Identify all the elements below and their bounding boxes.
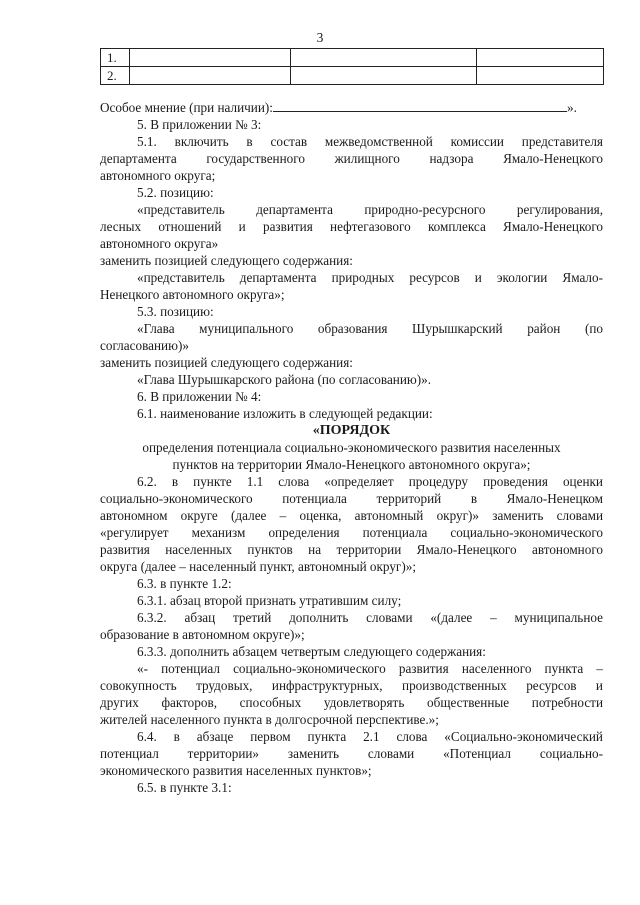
table-cell	[291, 49, 477, 67]
text-line: 6.2. в пункте 1.1 слова «определяет процедуру проведения оценки	[137, 474, 603, 489]
text-line: 5. В приложении № 3:	[137, 117, 262, 132]
text-line: 6. В приложении № 4:	[137, 389, 262, 404]
text-line: 5.1. включить в состав межведомственной комиссии представителя	[137, 134, 603, 149]
text-line: «- потенциал социально-экономического развития населенного пункта –	[137, 661, 603, 676]
text-line: экономического развития населенных пунктов»;	[100, 763, 372, 778]
text-line: определения потенциала социально-экономического развития населенных	[142, 440, 561, 455]
text-line: округа (далее – населенный пункт, автономный округ)»;	[100, 559, 416, 574]
text-line: 6.3.1. абзац второй признать утратившим силу;	[137, 593, 402, 608]
text-line: 6.1. наименование изложить в следующей редакции:	[137, 406, 433, 421]
text-line: лесных отношений и развития нефтегазового комплекса Ямало-Ненецкого	[100, 219, 603, 234]
text-line: жителей населенного пункта в долгосрочной перспективе.»;	[100, 712, 439, 727]
data-table	[100, 48, 604, 85]
page-number: 3	[316, 30, 324, 45]
text-line: 6.4. в абзаце первом пункта 2.1 слова «Социально-экономический	[137, 729, 603, 744]
section-heading: «ПОРЯДОК	[312, 423, 391, 438]
text-line: пунктов на территории Ямало-Ненецкого автономного округа»;	[172, 457, 531, 472]
text-line: 6.5. в пункте 3.1:	[137, 780, 232, 795]
text-line: совокупность трудовых, инфраструктурных, производственных ресурсов и	[100, 678, 603, 693]
opinion-label: Особое мнение (при наличии):	[100, 100, 273, 115]
table-cell	[477, 67, 604, 85]
table-row	[101, 49, 604, 67]
table-cell	[130, 49, 291, 67]
text-line: 6.3. в пункте 1.2:	[137, 576, 232, 591]
text-line: «регулирует механизм определения потенциала социально-экономического	[100, 525, 603, 540]
text-line: «Глава муниципального образования Шурышкарский район (по	[137, 321, 603, 336]
text-line: 6.3.3. дополнить абзацем четвертым следующего содержания:	[137, 644, 486, 659]
text-line: 6.3.2. абзац третий дополнить словами «(далее – муниципальное	[137, 610, 603, 625]
opinion-line	[100, 99, 603, 116]
opinion-end: ».	[566, 100, 577, 115]
text-line: 5.3. позицию:	[137, 304, 214, 319]
text-line: потенциал территории» заменить словами «Потенциал социально-	[100, 746, 603, 761]
text-line: департамента государственного жилищного надзора Ямало-Ненецкого	[100, 151, 603, 166]
table-cell	[291, 67, 477, 85]
text-line: других факторов, способных удовлетворять общественные потребности	[100, 695, 603, 710]
opinion-blank	[273, 99, 567, 112]
text-line: «Глава Шурышкарского района (по согласованию)».	[137, 372, 432, 387]
text-line: согласованию)»	[100, 338, 189, 353]
text-line: заменить позицией следующего содержания:	[100, 355, 353, 370]
text-line: 5.2. позицию:	[137, 185, 214, 200]
text-line: «представитель департамента природных ресурсов и экологии Ямало-	[137, 270, 603, 285]
text-line: автономном округе (далее – оценка, автономный округ)» заменить словами	[100, 508, 603, 523]
text-line: автономного округа;	[100, 168, 216, 183]
table-cell	[477, 49, 604, 67]
table-row	[101, 67, 604, 85]
text-line: образование в автономном округе)»;	[100, 627, 305, 642]
text-line: «представитель департамента природно-ресурсного регулирования,	[137, 202, 603, 217]
table-cell-num: 2.	[101, 67, 130, 85]
text-line: заменить позицией следующего содержания:	[100, 253, 353, 268]
text-line: развития населенных пунктов на территории Ямало-Ненецкого автономного	[100, 542, 603, 557]
text-line: автономного округа»	[100, 236, 219, 251]
table-cell	[130, 67, 291, 85]
text-line: Ненецкого автономного округа»;	[100, 287, 285, 302]
table-cell-num: 1.	[101, 49, 130, 67]
text-line: социально-экономического потенциала территорий в Ямало-Ненецком	[100, 491, 603, 506]
